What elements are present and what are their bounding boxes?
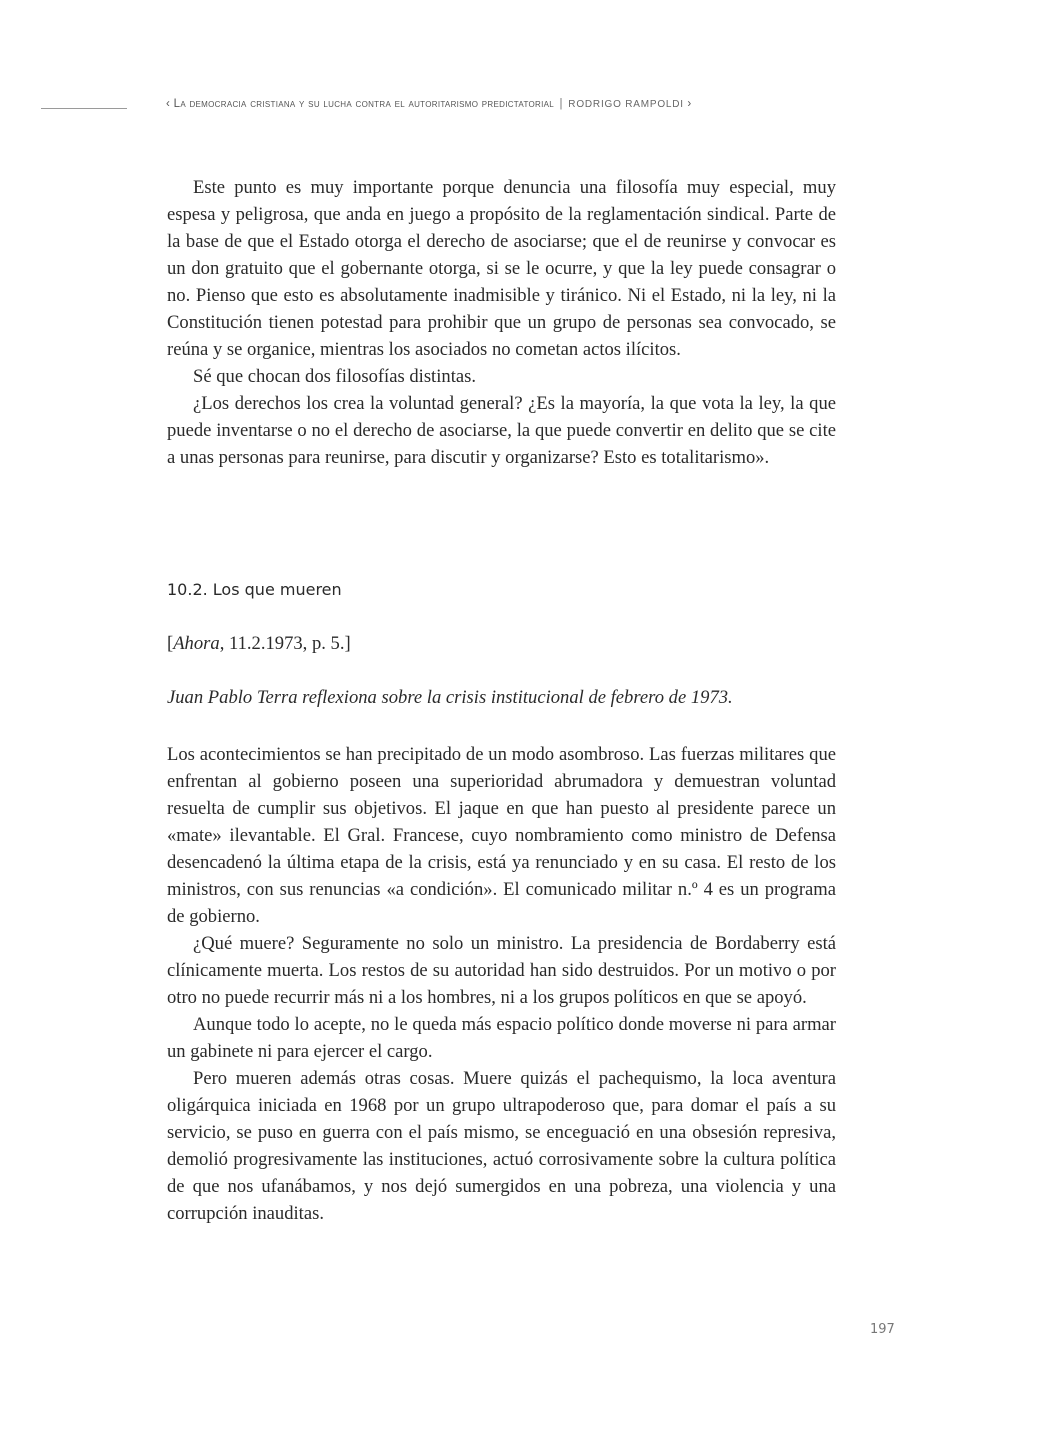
running-head-author: RODRIGO RAMPOLDI: [568, 99, 684, 110]
running-head-open-mark: ‹: [166, 98, 171, 110]
paragraph: Este punto es muy importante porque denuncia una filosofía muy especial, muy espesa y peligrosa, que anda en juego a propósito de la reglamentación sindical. Parte de la base de que el Estado otorga el derecho de asociarse; que el de reunirse y convocar es un don gratuito que el gobernante otorga, si se le ocurre, y que la ley puede consagrar o no. Pienso que esto es absolutamente inadmisible y tiránico. Ni el Estado, ni la ley, ni la Constitución tienen potestad para prohibir que un grupo de personas sea convocado, se reúna y se organice, mientras los asociados no cometan actos ilícitos.: [167, 177, 836, 360]
section-2-body: [167, 741, 836, 1227]
section-1-body: [167, 174, 836, 471]
source-citation: [167, 633, 351, 655]
running-head-title: La democracia cristiana y su lucha contra el autoritarismo predictatorial: [173, 98, 554, 110]
running-head-close-mark: ›: [687, 98, 692, 110]
running-head: [166, 98, 866, 110]
source-open-bracket: [: [167, 633, 174, 654]
source-details: , 11.2.1973, p. 5.]: [219, 633, 351, 654]
page-number: 197: [870, 1322, 895, 1337]
paragraph: Sé que chocan dos filosofías distintas.: [193, 366, 476, 387]
source-publication: Ahora: [173, 633, 220, 654]
header-rule: [41, 108, 127, 109]
paragraph: Aunque todo lo acepte, no le queda más espacio político donde moverse ni para armar un gabinete ni para ejercer el cargo.: [167, 1014, 836, 1062]
section-summary: Juan Pablo Terra reflexiona sobre la crisis institucional de febrero de 1973.: [167, 687, 733, 708]
running-head-separator: |: [559, 98, 563, 110]
section-heading: 10.2. Los que mueren: [167, 580, 342, 599]
paragraph: Pero mueren además otras cosas. Muere quizás el pachequismo, la loca aventura oligárquica iniciada en 1968 por un grupo ultrapoderoso que, para domar el país a su servicio, se puso en guerra con el país mismo, se enceguació en una obsesión represiva, demolió progresivamente las instituciones, actuó corrosivamente sobre la cultura política de que nos ufanábamos, y nos dejó sumergidos en una pobreza, una violencia y una corrupción inauditas.: [167, 1068, 836, 1224]
paragraph: Los acontecimientos se han precipitado de un modo asombroso. Las fuerzas militares que enfrentan al gobierno poseen una superioridad abrumadora y demuestran voluntad resuelta de cumplir sus objetivos. El jaque en que han puesto al presidente parece un «mate» ilevantable. El Gral. Francese, cuyo nombramiento como ministro de Defensa desencadenó la última etapa de la crisis, está ya renunciado y en su casa. El resto de los ministros, con sus renuncias «a condición». El comunicado militar n.º 4 es un programa de gobierno.: [167, 744, 836, 927]
paragraph: ¿Qué muere? Seguramente no solo un ministro. La presidencia de Bordaberry está clínicamente muerta. Los restos de su autoridad han sido destruidos. Por un motivo o por otro no puede recurrir más ni a los hombres, ni a los grupos políticos en que se apoyó.: [167, 933, 836, 1008]
paragraph: ¿Los derechos los crea la voluntad general? ¿Es la mayoría, la que vota la ley, la que puede inventarse o no el derecho de asociarse, la que puede convertir en delito que se cite a unas personas para reunirse, para discutir y organizarse? Esto es totalitarismo».: [167, 393, 836, 468]
